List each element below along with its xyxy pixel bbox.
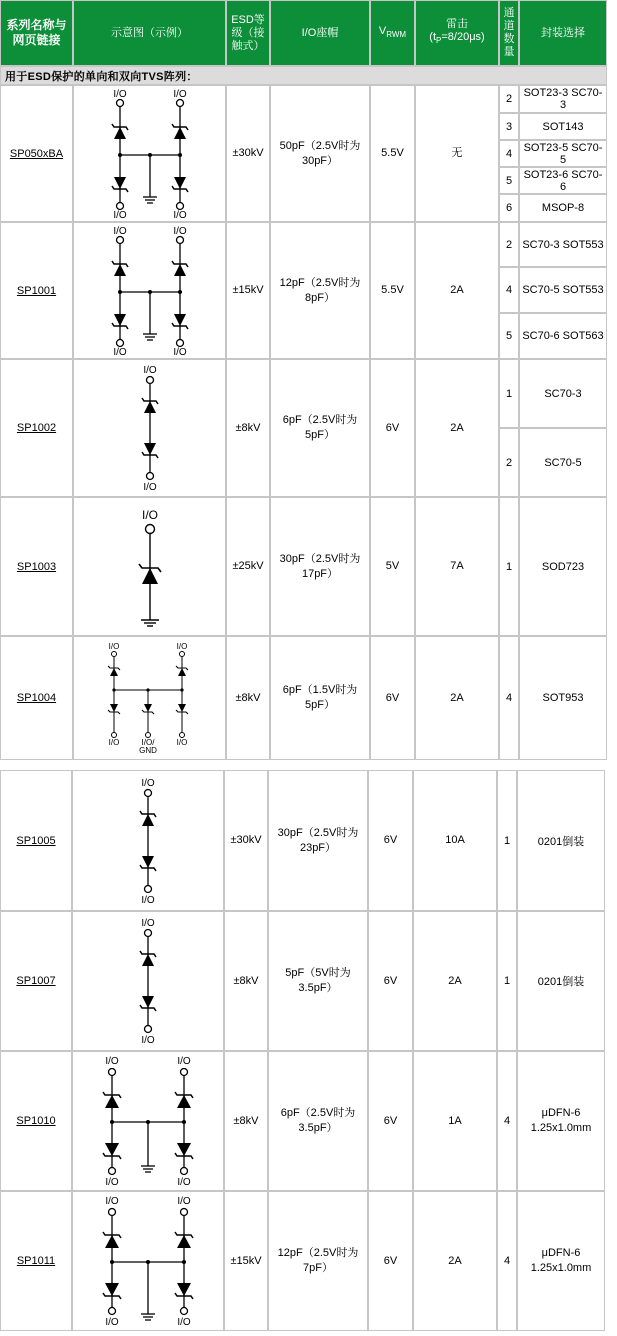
- header-capacitance: I/O座帽: [270, 0, 370, 66]
- header-esd: ESD等级（接触式）: [226, 0, 270, 66]
- series-link-sp1010[interactable]: SP1010: [16, 1115, 56, 1127]
- capacitance-cell: [268, 1051, 368, 1191]
- series-link-sp1002[interactable]: SP1002: [16, 422, 57, 434]
- diagram-triple-io-gnd: [90, 642, 210, 754]
- package-cell: 0201倒装: [517, 911, 605, 1051]
- package-cell: SOT23-3 SC70-3: [519, 85, 607, 113]
- package-cell: SC70-6 SOT563: [519, 313, 607, 359]
- series-link-sp050xba[interactable]: SP050xBA: [9, 147, 64, 160]
- io-label: I/O: [112, 209, 127, 219]
- io-label: I/O: [142, 365, 157, 376]
- channel-cell: 4: [497, 1051, 517, 1191]
- series-cell: [0, 222, 73, 359]
- esd-cell: ±30kV: [224, 770, 268, 911]
- series-link-sp1001[interactable]: SP1001: [16, 284, 57, 297]
- pkg-line-2: 1.25x1.0mm: [530, 1122, 592, 1134]
- io-label: I/O: [141, 918, 155, 929]
- diagram-single-unidirectional: [120, 502, 180, 632]
- esd-cell: ±25kV: [226, 497, 270, 636]
- capacitance-cell: [270, 497, 370, 636]
- series-cell: [0, 1191, 72, 1331]
- capacitance-cell: [268, 911, 368, 1051]
- cap-line-2: 17pF）: [301, 567, 339, 580]
- diagram-cell: [72, 770, 224, 911]
- esd-cell: ±30kV: [226, 85, 270, 222]
- io-label: I/O: [112, 88, 127, 100]
- package-cell: SC70-3 SOT553: [519, 222, 607, 267]
- cap-line-2: 8pF）: [305, 291, 335, 304]
- cap-line-2: 30pF）: [301, 154, 339, 167]
- package-cell: SC70-5: [519, 428, 607, 497]
- io-label: I/O: [108, 642, 119, 651]
- surge-cell: 无: [415, 85, 499, 222]
- diagram-cell: [73, 636, 226, 760]
- io-label: I/O: [141, 894, 155, 906]
- channel-cell: 2: [499, 222, 519, 267]
- esd-cell: ±15kV: [226, 222, 270, 359]
- package-cell: SC70-5 SOT553: [519, 267, 607, 313]
- capacitance-cell: [270, 359, 370, 497]
- pkg-line-1: μDFN-6: [541, 1107, 581, 1119]
- section-title: 用于ESD保护的单向和双向TVS阵列：: [0, 66, 607, 85]
- cap-line-1: 30pF（2.5V时为: [279, 552, 361, 565]
- series-cell: [0, 497, 73, 636]
- header-series: 系列名称与网页链接: [0, 0, 73, 66]
- series-cell: [0, 359, 73, 497]
- io-label: I/O: [108, 738, 119, 747]
- diagram-cell: [72, 1191, 224, 1331]
- io-label: I/O: [176, 738, 187, 747]
- series-cell: [0, 770, 72, 911]
- diagram-cell: [73, 497, 226, 636]
- diagram-dual-shared-gnd: [90, 226, 210, 356]
- cap-line-2: 23pF）: [299, 841, 337, 854]
- table-row: [0, 497, 607, 636]
- vrwm-cell: 5.5V: [370, 222, 415, 359]
- io-label: I/O: [172, 209, 187, 219]
- channel-cell: 5: [499, 313, 519, 359]
- channel-cell: 4: [497, 1191, 517, 1331]
- package-cell: SOT23-6 SC70-6: [519, 167, 607, 194]
- series-link-sp1003[interactable]: SP1003: [16, 560, 57, 573]
- io-label: I/O: [141, 507, 158, 522]
- channel-cell: 5: [499, 167, 519, 194]
- io-label: I/O: [177, 1317, 191, 1328]
- cap-line-2: 3.5pF）: [298, 982, 338, 994]
- diagram-single-bidirectional: [118, 916, 178, 1046]
- io-label: I/O: [172, 88, 187, 100]
- channel-cell: 1: [499, 359, 519, 428]
- diagram-dual-shared-gnd: [88, 1054, 208, 1188]
- cap-line-1: 6pF（2.5V时为: [280, 1107, 356, 1119]
- series-cell: [0, 85, 73, 222]
- channel-cell: 4: [499, 140, 519, 167]
- capacitance-cell: [270, 222, 370, 359]
- diagram-cell: [73, 85, 226, 222]
- header-channels: 通道数量: [499, 0, 519, 66]
- channel-cell: 3: [499, 113, 519, 140]
- package-cell: SOT143: [519, 113, 607, 140]
- diagram-cell: [73, 359, 226, 497]
- cap-line-1: 12pF（2.5V时为: [279, 276, 361, 289]
- header-row: [0, 0, 607, 66]
- vrwm-cell: 6V: [368, 911, 413, 1051]
- diagram-single-bidirectional: [120, 363, 180, 493]
- table-row: [0, 911, 605, 1051]
- channel-cell: 6: [499, 194, 519, 222]
- surge-cell: 2A: [413, 1191, 497, 1331]
- section-row: [0, 66, 607, 85]
- pkg-line-2: 1.25x1.0mm: [530, 1262, 592, 1274]
- diagram-dual-shared-gnd: [88, 1194, 208, 1328]
- header-surge: 雷击 $(t_P=8/20\mu s)$: [415, 0, 499, 66]
- io-label: I/O: [141, 1035, 155, 1046]
- capacitance-cell: [270, 85, 370, 222]
- io-label: I/O: [105, 1317, 119, 1328]
- cap-line-1: 5pF（5V时为: [285, 967, 351, 979]
- capacitance-cell: [270, 636, 370, 760]
- series-link-sp1007[interactable]: SP1007: [16, 975, 56, 987]
- io-label: I/O: [142, 482, 157, 493]
- channel-cell: 1: [497, 911, 517, 1051]
- channel-cell: 4: [499, 636, 519, 760]
- channel-cell: 1: [497, 770, 517, 911]
- series-cell: [0, 911, 72, 1051]
- surge-t: t: [432, 31, 437, 44]
- esd-cell: ±15kV: [224, 1191, 268, 1331]
- package-cell: SOT23-5 SC70-5: [519, 140, 607, 167]
- io-label: I/O: [112, 225, 127, 237]
- vrwm-v: V: [378, 24, 387, 37]
- series-link-sp1004[interactable]: SP1004: [16, 692, 57, 704]
- io-label: I/O: [105, 1177, 119, 1188]
- surge-cell: 2A: [415, 359, 499, 497]
- surge-title: 雷击: [446, 18, 468, 31]
- io-gnd-label: I/O/: [141, 738, 154, 747]
- surge-rest: =8/20μs: [441, 31, 482, 44]
- header-diagram: 示意图（示例）: [73, 0, 226, 66]
- cap-line-1: 12pF（2.5V时为: [277, 1247, 359, 1259]
- io-label: I/O: [177, 1177, 191, 1188]
- io-label: I/O: [177, 1196, 191, 1207]
- series-cell: [0, 636, 73, 760]
- surge-cell: 10A: [413, 770, 497, 911]
- esd-cell: ±8kV: [226, 636, 270, 760]
- surge-cell: 7A: [415, 497, 499, 636]
- surge-p: P: [436, 36, 442, 46]
- package-cell: SOD723: [519, 497, 607, 636]
- channel-cell: 1: [499, 497, 519, 636]
- io-label: I/O: [105, 1196, 119, 1207]
- cap-line-1: 50pF（2.5V时为: [279, 139, 361, 152]
- io-label: I/O: [105, 1056, 119, 1067]
- diagram-dual-shared-gnd: [90, 89, 210, 219]
- cap-line-2: 5pF）: [305, 699, 335, 711]
- package-cell: [517, 1051, 605, 1191]
- cap-line-1: 6pF（1.5V时为: [282, 684, 358, 696]
- vrwm-cell: 5V: [370, 497, 415, 636]
- package-cell: [517, 1191, 605, 1331]
- diagram-cell: [73, 222, 226, 359]
- io-label: I/O: [176, 642, 187, 651]
- header-vrwm: [370, 0, 415, 66]
- surge-cell: 2A: [415, 636, 499, 760]
- vrwm-sub: RWM: [386, 30, 407, 40]
- diagram-cell: [72, 911, 224, 1051]
- package-cell: 0201倒装: [517, 770, 605, 911]
- diagram-cell: [72, 1051, 224, 1191]
- cap-line-1: 30pF（2.5V时为: [277, 826, 359, 839]
- tvs-table-lower: [0, 770, 605, 1331]
- pkg-line-1: μDFN-6: [541, 1247, 581, 1259]
- cap-line-2: 5pF）: [305, 429, 335, 441]
- io-label: I/O: [172, 225, 187, 237]
- vrwm-cell: 6V: [370, 636, 415, 760]
- cap-line-2: 7pF）: [303, 1262, 333, 1274]
- table-row: [0, 636, 607, 760]
- io-label: I/O: [172, 346, 187, 356]
- table-row: [0, 85, 607, 113]
- table-row: [0, 770, 605, 911]
- esd-cell: ±8kV: [224, 911, 268, 1051]
- vrwm-cell: 6V: [368, 1191, 413, 1331]
- series-cell: [0, 1051, 72, 1191]
- channel-cell: 4: [499, 267, 519, 313]
- channel-cell: 2: [499, 428, 519, 497]
- package-cell: SOT953: [519, 636, 607, 760]
- io-label: I/O: [112, 346, 127, 356]
- vrwm-cell: 5.5V: [370, 85, 415, 222]
- vrwm-cell: 6V: [370, 359, 415, 497]
- header-package: 封装选择: [519, 0, 607, 66]
- table-row: [0, 359, 607, 428]
- table-row: [0, 222, 607, 267]
- io-label: I/O: [177, 1056, 191, 1067]
- diagram-single-bidirectional: [118, 776, 178, 906]
- gnd-label: GND: [138, 746, 157, 754]
- table-row: [0, 1051, 605, 1191]
- series-link-sp1005[interactable]: SP1005: [16, 834, 56, 847]
- vrwm-cell: 6V: [368, 770, 413, 911]
- channel-cell: 2: [499, 85, 519, 113]
- io-label: I/O: [141, 777, 155, 789]
- esd-cell: ±8kV: [226, 359, 270, 497]
- surge-cell: 1A: [413, 1051, 497, 1191]
- capacitance-cell: [268, 1191, 368, 1331]
- table-row: [0, 1191, 605, 1331]
- vrwm-cell: 6V: [368, 1051, 413, 1191]
- package-cell: SC70-3: [519, 359, 607, 428]
- package-cell: MSOP-8: [519, 194, 607, 222]
- surge-cell: 2A: [413, 911, 497, 1051]
- capacitance-cell: [268, 770, 368, 911]
- esd-cell: ±8kV: [224, 1051, 268, 1191]
- series-link-sp1011[interactable]: SP1011: [16, 1255, 56, 1267]
- surge-cell: 2A: [415, 222, 499, 359]
- cap-line-1: 6pF（2.5V时为: [282, 414, 358, 426]
- cap-line-2: 3.5pF）: [298, 1122, 338, 1134]
